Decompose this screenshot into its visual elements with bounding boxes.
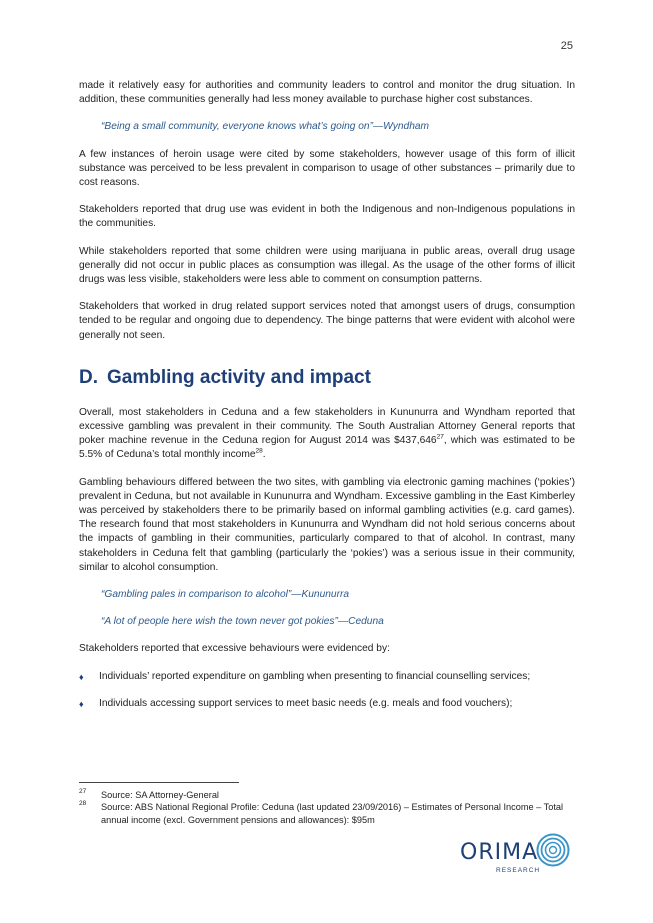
quote: “Being a small community, everyone knows what’s going on”—Wyndham	[101, 121, 430, 133]
main-content	[79, 79, 575, 724]
footnote	[79, 789, 575, 801]
paragraph: Stakeholders reported that excessive behaviours were evidenced by:	[79, 643, 390, 655]
footnote-number: 28	[79, 800, 87, 808]
paragraph	[79, 406, 575, 463]
section-title: Gambling activity and impact	[107, 366, 371, 388]
paragraph: While stakeholders reported that some children were using marijuana in public areas, overall drug usage generally did not occur in public places as consumption was illegal. As the usage of the other forms of illicit drugs was less visible, stakeholders were less able to comment on consumption patterns.	[79, 245, 575, 286]
paragraph-text: , which was estimated to be 5.5% of Ceduna’s total monthly income	[79, 435, 576, 461]
orima-logo	[460, 833, 570, 883]
paragraph-text: .	[262, 449, 266, 461]
footnote	[79, 801, 575, 826]
quote: “Gambling pales in comparison to alcohol”—Kununurra	[101, 589, 350, 601]
page-number: 25	[560, 40, 573, 52]
paragraph: Gambling behaviours differed between the two sites, with gambling via electronic gaming machines (‘pokies’) prevalent in Ceduna, but not available in Kununurra and Wyndham. Excessive gambling in the East Kimberley was perceived by stakeholders there to be primarily based on informal gambling activities (e.g. card games). The research found that most stakeholders in Kununurra and Wyndham did not hold serious concerns about the impacts of gambling in their communities, particularly compared to that of alcohol. In contrast, many stakeholders in Ceduna felt that gambling (particularly the ‘pokies’) was a serious issue in their community, similar to alcohol consumption.	[79, 476, 575, 573]
footnote-ref[interactable]: 27	[436, 433, 444, 441]
paragraph: A few instances of heroin usage were cited by some stakeholders, however usage of this form of illicit substance was perceived to be less prevalent in comparison to usage of other substances – primarily due to cost reasons.	[79, 148, 575, 189]
list-item-text: Individuals accessing support services to meet basic needs (e.g. meals and food vouchers);	[99, 697, 513, 709]
paragraph-text: Overall, most stakeholders in Ceduna and a few stakeholders in Kununurra and Wyndham reported that excessive gambling was prevalent in their community. The South Australian Attorney General reports that poker machine revenue in the Ceduna region for August 2014 was $437,646	[79, 406, 575, 447]
concentric-circles-icon	[536, 833, 570, 867]
footnotes	[79, 789, 575, 826]
paragraph: Stakeholders reported that drug use was evident in both the Indigenous and non-Indigenous populations in the communities.	[79, 204, 575, 230]
quote: “A lot of people here wish the town never got pokies”—Ceduna	[101, 616, 384, 628]
footnote-number: 27	[79, 788, 87, 795]
paragraph: Stakeholders that worked in drug related support services noted that amongst users of drugs, consumption tended to be regular and ongoing due to dependency. The binge patterns that were evident with alcohol were generally not seen.	[79, 301, 575, 341]
section-heading	[79, 367, 575, 389]
diamond-bullet-icon: ♦	[79, 671, 84, 682]
logo-subtitle: RESEARCH	[496, 867, 541, 874]
footnote-ref[interactable]: 28	[255, 448, 263, 456]
list-item	[79, 697, 575, 711]
footnote-text: Source: SA Attorney-General	[101, 790, 219, 800]
section-letter: D.	[79, 366, 98, 388]
diamond-bullet-icon: ♦	[79, 698, 84, 709]
logo-wordmark: ORIMA	[460, 840, 539, 865]
paragraph: made it relatively easy for authorities and community leaders to control and monitor the drug situation. In addition, these communities generally had less money available to purchase higher cost substances.	[79, 80, 575, 106]
bullet-list	[79, 670, 575, 711]
list-item	[79, 670, 575, 684]
footnote-divider	[79, 782, 239, 783]
list-item-text: Individuals’ reported expenditure on gambling when presenting to financial counselling services;	[99, 670, 531, 682]
footnote-text: Source: ABS National Regional Profile: Ceduna (last updated 23/09/2016) – Estimates of Personal Income – Total annual income (excl. Government pensions and allowances): $95m	[101, 802, 564, 825]
